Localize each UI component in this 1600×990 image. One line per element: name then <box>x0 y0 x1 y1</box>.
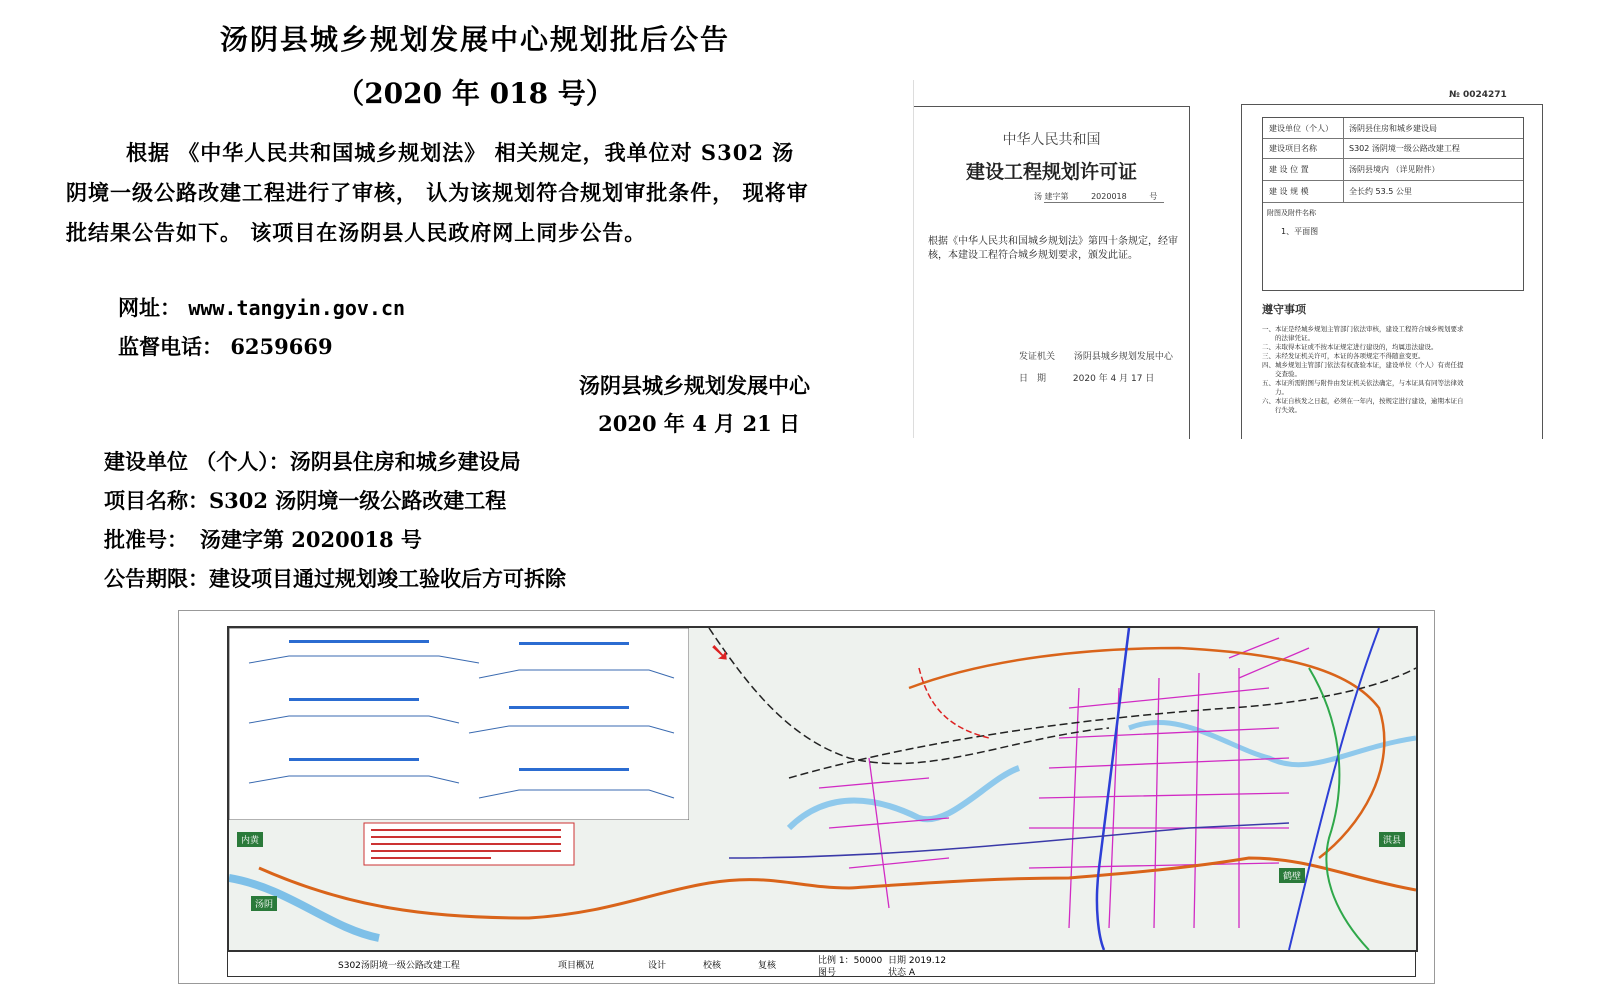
detail-value: 汤建字第 2020018 号 <box>200 527 422 552</box>
rule-line: 力。 <box>1262 388 1288 396</box>
table-key: 建 设 位 置 <box>1269 165 1309 174</box>
permit-authority <box>1019 349 1173 362</box>
detail-value: 汤阴县住房和城乡建设局 <box>289 449 521 474</box>
notice-number: （2020 年 018 号） <box>336 77 614 110</box>
footer-status: 状态 A <box>888 968 916 978</box>
detail-value: 建设项目通过规划竣工验收后方可拆除 <box>209 566 566 591</box>
detail-approval <box>104 524 422 554</box>
issue-date: 2020 年 4 月 21 日 <box>598 411 800 436</box>
issuer: 汤阴县城乡规划发展中心 <box>579 373 810 398</box>
table-key: 建设单位（个人） <box>1269 124 1333 133</box>
attach-label: 附图及附件名称 <box>1267 209 1316 217</box>
notice-title: 汤阴县城乡规划发展中心规划批后公告 <box>219 23 730 56</box>
permit-left-pane <box>914 106 1190 439</box>
phone-number: 6259669 <box>230 334 333 359</box>
footer-item: 项目概况 <box>558 961 595 971</box>
rule-line: 交查验。 <box>1262 370 1301 378</box>
rule-line: 行失效。 <box>1262 406 1301 414</box>
place-label: 内黄 <box>237 832 263 847</box>
map-frame <box>227 626 1418 952</box>
place-label: 汤阴 <box>251 896 277 911</box>
permit-code-num: 2020018 <box>1091 192 1127 201</box>
rule-line: 一、本证是经城乡规划主管部门依法审核，建设工程符合城乡规划要求 <box>1262 325 1464 333</box>
phone-line <box>118 331 333 361</box>
cross-section-panel <box>229 628 689 820</box>
permit-authority-label: 发证机关 <box>1019 352 1056 362</box>
attach-item: 1、平面图 <box>1281 227 1319 236</box>
table-value: 汤阴县境内 （详见附件） <box>1349 165 1440 174</box>
permit-title: 建设工程规划许可证 <box>965 161 1137 183</box>
map-background <box>689 628 1416 950</box>
footer-check: 校核 <box>703 961 722 971</box>
rule-line: 四、城乡规划主管部门依法有权查验本证，建设单位（个人）有责任提 <box>1262 361 1464 369</box>
rule-line: 五、本证所需附图与附件由发证机关依法确定，与本证具有同等法律效 <box>1262 379 1464 387</box>
table-key: 建设项目名称 <box>1269 144 1317 153</box>
detail-label: 项目名称： <box>104 488 209 513</box>
phone-label: 监督电话： <box>118 334 223 359</box>
notice-body: 根据 《中华人民共和国城乡规划法》 相关规定，我单位对 S302 汤阴境一级公路改建工程进行了审核， 认为该规划符合规划审批条件， 现将审批结果公告如下。 该项目在汤阴县人民政府网上同步公告。 <box>66 140 809 245</box>
rule-line: 的法律凭证。 <box>1262 334 1314 342</box>
place-label: 鹤壁 <box>1279 868 1305 883</box>
detail-unit <box>104 446 521 476</box>
permit-table <box>1262 117 1524 291</box>
permit-authority-value: 汤阴县城乡规划发展中心 <box>1073 352 1173 362</box>
place-label: 淇县 <box>1379 832 1405 847</box>
rules-list <box>1262 325 1464 415</box>
permit-date-value: 2020 年 4 月 17 日 <box>1072 374 1155 384</box>
map-title-block <box>227 951 1416 977</box>
detail-period <box>104 563 566 593</box>
detail-value: S302 汤阴境一级公路改建工程 <box>209 488 507 513</box>
rule-line: 三、未经发证机关许可，本证的各项规定不得随意变更。 <box>1262 352 1425 360</box>
table-value: 全长约 53.5 公里 <box>1349 187 1412 196</box>
table-key: 建 设 规 模 <box>1269 187 1309 196</box>
table-value: S302 汤阴境一级公路改建工程 <box>1349 144 1460 153</box>
detail-project <box>104 485 506 515</box>
footer-date: 日期 2019.12 <box>888 956 947 966</box>
permit-date <box>1019 371 1154 384</box>
detail-label: 建设单位 （个人）： <box>104 449 290 474</box>
footer-scale: 比例 1：50000 <box>818 956 883 966</box>
permit-code-prefix: 汤 <box>1034 192 1042 201</box>
website-line <box>118 292 405 322</box>
code-underline <box>1044 202 1164 203</box>
permit-country: 中华人民共和国 <box>1002 132 1101 148</box>
rules-title: 遵守事项 <box>1262 303 1306 316</box>
footer-project: S302汤阴境一级公路改建工程 <box>338 961 460 971</box>
detail-label: 批准号： <box>104 527 188 552</box>
permit-serial: № 0024271 <box>1449 90 1507 100</box>
permit-code-mid: 建字第 <box>1044 192 1069 201</box>
website-label: 网址： <box>118 295 181 320</box>
permit-code <box>1034 191 1157 202</box>
rule-line: 六、本证自核发之日起，必须在一年内，按规定进行建设，逾期本证自 <box>1262 397 1464 405</box>
permit-text: 根据《中华人民共和国城乡规划法》第四十条规定，经审核，本建设工程符合城乡规划要求，颁发此证。 <box>928 236 1178 261</box>
rule-line: 二、未取得本证或不按本证规定进行建设的，均属违法建设。 <box>1262 343 1438 351</box>
permit-date-label: 日 期 <box>1019 374 1047 384</box>
website-link[interactable]: www.tangyin.gov.cn <box>188 296 406 320</box>
route-map-graphic <box>229 628 1416 950</box>
route-map-image <box>178 610 1435 984</box>
permit-right-pane <box>1241 104 1543 439</box>
north-arrow-icon: ➘ <box>709 638 731 668</box>
table-value: 汤阴县住房和城乡建设局 <box>1349 124 1437 133</box>
permit-image <box>913 80 1551 438</box>
footer-drawing-no: 图号 <box>818 968 837 978</box>
footer-design: 设计 <box>648 961 667 971</box>
permit-code-suffix: 号 <box>1149 192 1158 201</box>
detail-label: 公告期限： <box>104 566 209 591</box>
footer-review: 复核 <box>758 961 777 971</box>
